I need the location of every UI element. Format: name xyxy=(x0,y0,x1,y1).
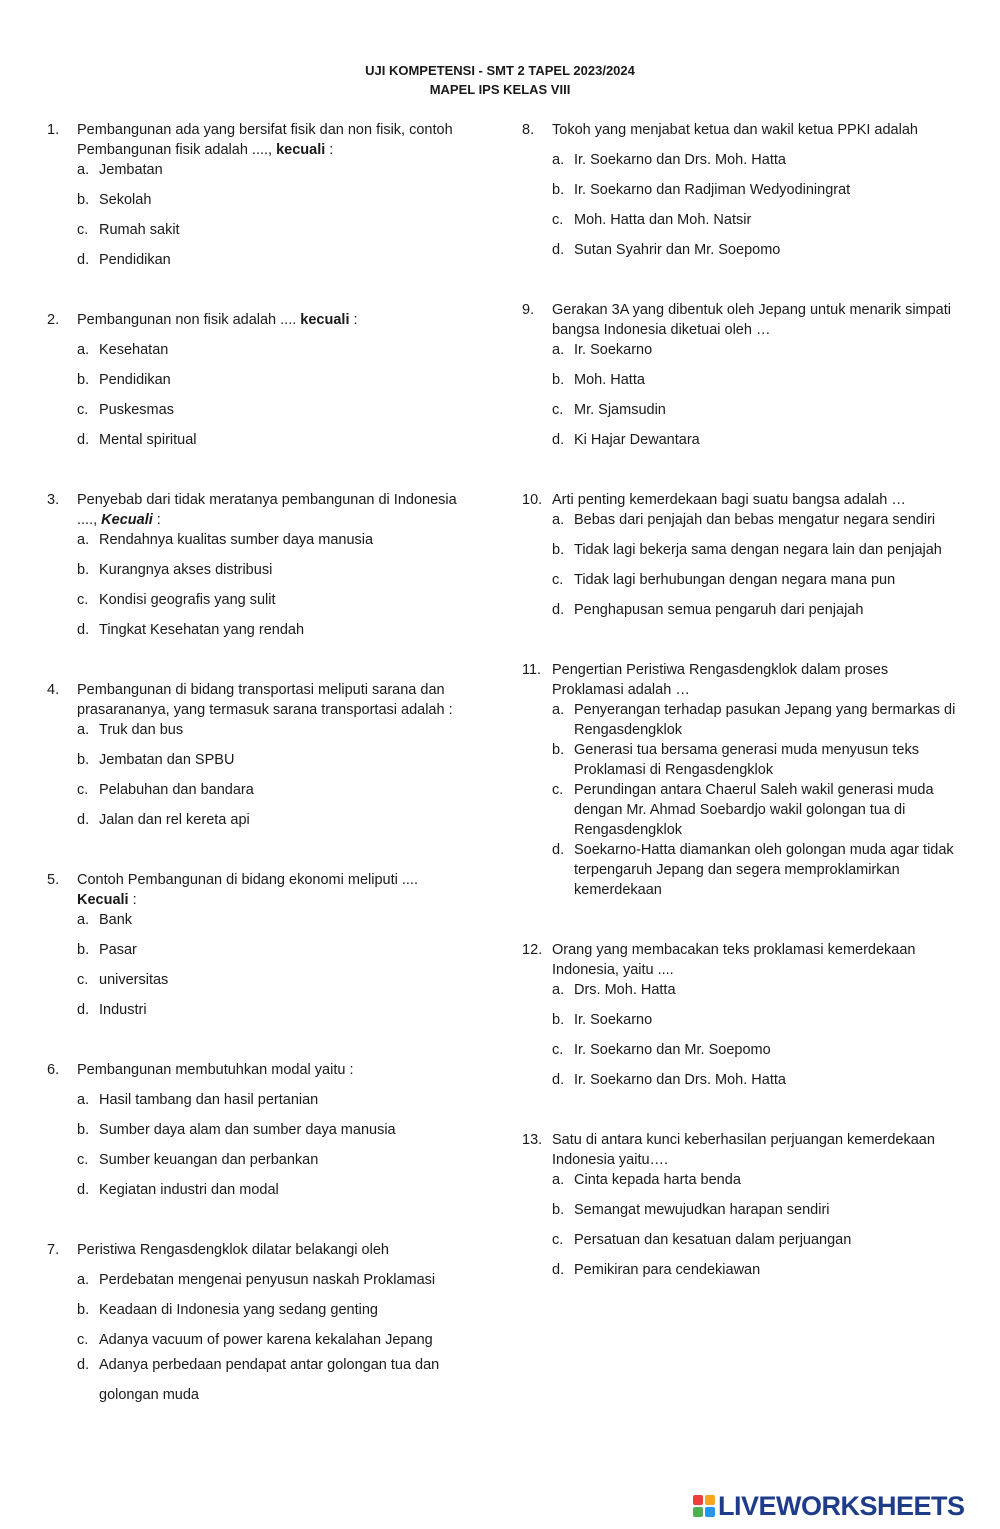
logo-grid-icon xyxy=(693,1495,715,1517)
option-d[interactable]: d. Industri xyxy=(77,1002,147,1018)
question-number: 2. xyxy=(47,312,60,328)
question-3 xyxy=(47,490,477,640)
worksheet-header xyxy=(0,61,1000,99)
question-13 xyxy=(522,1130,962,1280)
option-c[interactable]: c. Kondisi geografis yang sulit xyxy=(77,592,276,608)
right-column xyxy=(522,120,962,1280)
worksheet-subtitle: MAPEL IPS KELAS VIII xyxy=(429,82,571,97)
option-c[interactable]: c. Mr. Sjamsudin xyxy=(552,402,666,418)
question-9 xyxy=(522,300,962,450)
question-text: Satu di antara kunci keberhasilan perjuangan kemerdekaan Indonesia yaitu…. xyxy=(552,1132,935,1168)
option-b[interactable]: b. Moh. Hatta xyxy=(552,372,645,388)
question-text: Peristiwa Rengasdengklok dilatar belakangi oleh xyxy=(77,1242,389,1258)
question-text: Tokoh yang menjabat ketua dan wakil ketua PPKI adalah xyxy=(552,122,918,138)
question-1 xyxy=(47,120,477,270)
worksheet-title: UJI KOMPETENSI - SMT 2 TAPEL 2023/2024 xyxy=(365,63,635,78)
question-number: 12. xyxy=(522,942,543,958)
option-b[interactable]: b. Pasar xyxy=(77,942,137,958)
question-number: 3. xyxy=(47,492,60,508)
question-8 xyxy=(522,120,962,260)
question-12 xyxy=(522,940,962,1090)
option-a[interactable]: a. Kesehatan xyxy=(77,342,169,358)
question-text: Pengertian Peristiwa Rengasdengklok dalam proses Proklamasi adalah … xyxy=(552,662,889,698)
option-b[interactable]: b. Semangat mewujudkan harapan sendiri xyxy=(552,1202,830,1218)
option-a[interactable]: a. Hasil tambang dan hasil pertanian xyxy=(77,1092,319,1108)
question-number: 10. xyxy=(522,492,543,508)
question-text: Penyebab dari tidak meratanya pembangunan di Indonesia ...., Kecuali : xyxy=(77,492,457,528)
option-d[interactable]: d. Pemikiran para cendekiawan xyxy=(552,1262,761,1278)
question-text: Arti penting kemerdekaan bagi suatu bangsa adalah … xyxy=(552,492,906,508)
option-b[interactable]: b. Kurangnya akses distribusi xyxy=(77,562,273,578)
option-d[interactable]: d. Pendidikan xyxy=(77,252,171,268)
option-d[interactable]: d. Ki Hajar Dewantara xyxy=(552,432,700,448)
option-b[interactable]: b. Jembatan dan SPBU xyxy=(77,752,235,768)
option-a[interactable]: a. Ir. Soekarno dan Drs. Moh. Hatta xyxy=(552,152,786,168)
question-number: 6. xyxy=(47,1062,60,1078)
option-a[interactable]: a. Bebas dari penjajah dan bebas mengatur negara sendiri xyxy=(552,512,936,528)
question-text: Pembangunan di bidang transportasi meliputi sarana dan prasarananya, yang termasuk sarana transportasi adalah : xyxy=(77,682,453,718)
question-10 xyxy=(522,490,962,620)
option-b[interactable]: b. Keadaan di Indonesia yang sedang genting xyxy=(77,1302,378,1318)
question-text: Gerakan 3A yang dibentuk oleh Jepang untuk menarik simpati bangsa Indonesia diketuai oleh … xyxy=(552,302,951,338)
option-d[interactable]: d. Mental spiritual xyxy=(77,432,197,448)
question-number: 9. xyxy=(522,302,535,318)
question-text: Orang yang membacakan teks proklamasi kemerdekaan Indonesia, yaitu .... xyxy=(552,942,916,978)
option-c[interactable]: c. Pelabuhan dan bandara xyxy=(77,782,254,798)
question-text: Contoh Pembangunan di bidang ekonomi meliputi .... Kecuali : xyxy=(77,872,418,908)
option-b[interactable]: b. Sekolah xyxy=(77,192,152,208)
option-b[interactable]: b. Ir. Soekarno dan Radjiman Wedyodiningrat xyxy=(552,182,851,198)
option-a[interactable]: a. Cinta kepada harta benda xyxy=(552,1172,741,1188)
question-4 xyxy=(47,680,477,830)
option-c[interactable]: c. Perundingan antara Chaerul Saleh wakil generasi muda dengan Mr. Ahmad Soebardjo wakil golongan tua di Rengasdengklok xyxy=(552,782,934,838)
question-6 xyxy=(47,1060,477,1200)
option-a[interactable]: a. Drs. Moh. Hatta xyxy=(552,982,676,998)
option-d[interactable]: d. Penghapusan semua pengaruh dari penjajah xyxy=(552,602,864,618)
option-a[interactable]: a. Jembatan xyxy=(77,162,163,178)
question-11 xyxy=(522,660,962,900)
option-a[interactable]: a. Bank xyxy=(77,912,133,928)
option-a[interactable]: a. Ir. Soekarno xyxy=(552,342,653,358)
option-c[interactable]: c. Ir. Soekarno dan Mr. Soepomo xyxy=(552,1042,771,1058)
question-text: Pembangunan non fisik adalah .... kecuali : xyxy=(77,312,358,328)
option-b[interactable]: b. Pendidikan xyxy=(77,372,171,388)
question-number: 5. xyxy=(47,872,60,888)
option-b[interactable]: b. Generasi tua bersama generasi muda menyusun teks Proklamasi di Rengasdengklok xyxy=(552,742,919,778)
question-text: Pembangunan ada yang bersifat fisik dan non fisik, contoh Pembangunan fisik adalah ...., kecuali : xyxy=(77,122,453,158)
option-c[interactable]: c. Sumber keuangan dan perbankan xyxy=(77,1152,319,1168)
question-2 xyxy=(47,310,477,450)
option-a[interactable]: a. Perdebatan mengenai penyusun naskah Proklamasi xyxy=(77,1272,436,1288)
question-text: Pembangunan membutuhkan modal yaitu : xyxy=(77,1062,354,1078)
question-number: 11. xyxy=(522,662,542,678)
liveworksheets-logo[interactable] xyxy=(693,1490,993,1522)
option-b[interactable]: b. Sumber daya alam dan sumber daya manusia xyxy=(77,1122,396,1138)
option-c[interactable]: c. Tidak lagi berhubungan dengan negara mana pun xyxy=(552,572,896,588)
option-b[interactable]: b. Ir. Soekarno xyxy=(552,1012,653,1028)
option-c[interactable]: c. universitas xyxy=(77,972,169,988)
question-7 xyxy=(47,1240,477,1410)
option-c[interactable]: c. Persatuan dan kesatuan dalam perjuangan xyxy=(552,1232,852,1248)
question-number: 13. xyxy=(522,1132,543,1148)
question-number: 8. xyxy=(522,122,535,138)
option-d[interactable]: d. Tingkat Kesehatan yang rendah xyxy=(77,622,305,638)
option-d[interactable]: d. Soekarno-Hatta diamankan oleh golongan muda agar tidak terpengaruh Jepang dan segera memproklamirkan kemerdekaan xyxy=(552,842,954,898)
option-a[interactable]: a. Penyerangan terhadap pasukan Jepang yang bermarkas di Rengasdengklok xyxy=(552,702,956,738)
option-d[interactable]: d. Jalan dan rel kereta api xyxy=(77,812,250,828)
question-5 xyxy=(47,870,477,1020)
option-c[interactable]: c. Adanya vacuum of power karena kekalahan Jepang xyxy=(77,1332,433,1348)
question-number: 4. xyxy=(47,682,60,698)
option-d[interactable]: d. Ir. Soekarno dan Drs. Moh. Hatta xyxy=(552,1072,786,1088)
option-d[interactable]: d. Sutan Syahrir dan Mr. Soepomo xyxy=(552,242,781,258)
option-b[interactable]: b. Tidak lagi bekerja sama dengan negara lain dan penjajah xyxy=(552,542,942,558)
option-d[interactable]: d. Adanya perbedaan pendapat antar golongan tua dan golongan muda xyxy=(77,1357,440,1403)
option-d[interactable]: d. Kegiatan industri dan modal xyxy=(77,1182,279,1198)
option-c[interactable]: c. Puskesmas xyxy=(77,402,174,418)
question-number: 1. xyxy=(47,122,60,138)
left-column xyxy=(47,120,477,1410)
question-number: 7. xyxy=(47,1242,60,1258)
logo-text: LIVEWORKSHEETS xyxy=(718,1490,965,1521)
option-c[interactable]: c. Rumah sakit xyxy=(77,222,180,238)
option-a[interactable]: a. Truk dan bus xyxy=(77,722,184,738)
option-c[interactable]: c. Moh. Hatta dan Moh. Natsir xyxy=(552,212,752,228)
option-a[interactable]: a. Rendahnya kualitas sumber daya manusia xyxy=(77,532,374,548)
